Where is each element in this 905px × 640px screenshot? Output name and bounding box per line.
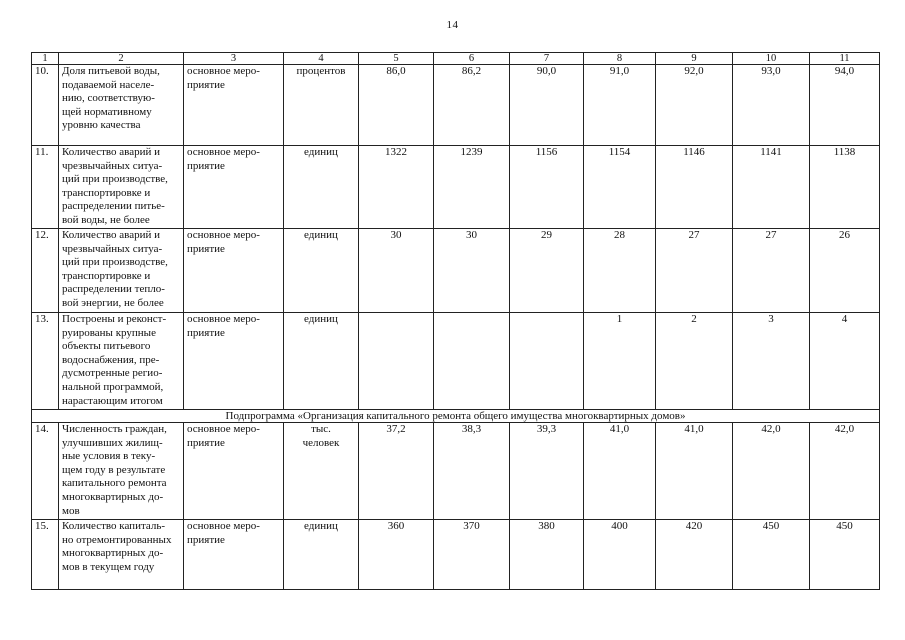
value-cell: 380	[510, 520, 584, 590]
value-cell: 3	[733, 313, 810, 410]
unit-cell: единиц	[284, 520, 359, 590]
value-cell: 30	[434, 229, 510, 313]
column-number-cell: 5	[359, 53, 434, 65]
column-number-cell: 4	[284, 53, 359, 65]
column-number-cell: 8	[584, 53, 656, 65]
value-cell: 27	[656, 229, 733, 313]
value-cell: 29	[510, 229, 584, 313]
value-cell: 30	[359, 229, 434, 313]
indicator-name-cell: Количество капиталь- но отремонтированных многоквартирных до- мов в текущем году	[59, 520, 184, 590]
indicators-table	[31, 52, 880, 590]
event-type-cell: основное меро- приятие	[184, 520, 284, 590]
value-cell: 90,0	[510, 65, 584, 146]
column-number-row	[32, 53, 880, 65]
value-cell: 94,0	[810, 65, 880, 146]
value-cell: 1	[584, 313, 656, 410]
value-cell: 37,2	[359, 423, 434, 520]
value-cell: 86,0	[359, 65, 434, 146]
row-number-cell: 12.	[32, 229, 59, 313]
value-cell: 1154	[584, 146, 656, 229]
value-cell: 93,0	[733, 65, 810, 146]
unit-cell: единиц	[284, 146, 359, 229]
value-cell: 41,0	[656, 423, 733, 520]
value-cell: 1156	[510, 146, 584, 229]
row-number-cell: 14.	[32, 423, 59, 520]
indicator-name-cell: Построены и реконст- руированы крупные объекты питьевого водоснабжения, пре- дусмотренные регио- нальной программой, нарастающим итогом	[59, 313, 184, 410]
table-row	[32, 313, 880, 410]
event-type-cell: основное меро- приятие	[184, 313, 284, 410]
value-cell: 450	[810, 520, 880, 590]
column-number-cell: 6	[434, 53, 510, 65]
value-cell: 28	[584, 229, 656, 313]
column-number-cell: 3	[184, 53, 284, 65]
column-number-cell: 1	[32, 53, 59, 65]
column-number-cell: 7	[510, 53, 584, 65]
value-cell: 41,0	[584, 423, 656, 520]
value-cell: 26	[810, 229, 880, 313]
value-cell	[359, 313, 434, 410]
indicator-name-cell: Количество аварий и чрезвычайных ситуа- ций при производстве, транспортировке и распределении тепло- вой энергии, не более	[59, 229, 184, 313]
value-cell: 1239	[434, 146, 510, 229]
table-row	[32, 146, 880, 229]
value-cell: 4	[810, 313, 880, 410]
value-cell: 39,3	[510, 423, 584, 520]
table-row	[32, 520, 880, 590]
unit-cell: процентов	[284, 65, 359, 146]
column-number-cell: 9	[656, 53, 733, 65]
column-number-cell: 11	[810, 53, 880, 65]
row-number-cell: 15.	[32, 520, 59, 590]
value-cell: 420	[656, 520, 733, 590]
column-number-cell: 10	[733, 53, 810, 65]
value-cell: 1138	[810, 146, 880, 229]
value-cell: 1141	[733, 146, 810, 229]
value-cell: 92,0	[656, 65, 733, 146]
value-cell	[510, 313, 584, 410]
indicator-name-cell: Количество аварий и чрезвычайных ситуа- ций при производстве, транспортировке и распределении питье- вой воды, не более	[59, 146, 184, 229]
value-cell: 450	[733, 520, 810, 590]
value-cell: 400	[584, 520, 656, 590]
row-number-cell: 10.	[32, 65, 59, 146]
table-row	[32, 423, 880, 520]
page-number: 14	[446, 19, 459, 31]
row-number-cell: 13.	[32, 313, 59, 410]
subprogram-title: Подпрограмма «Организация капитального ремонта общего имущества многоквартирных домов»	[32, 410, 880, 423]
unit-cell: единиц	[284, 229, 359, 313]
event-type-cell: основное меро- приятие	[184, 65, 284, 146]
value-cell: 2	[656, 313, 733, 410]
value-cell: 360	[359, 520, 434, 590]
indicator-name-cell: Численность граждан, улучшивших жилищ- ные условия в теку- щем году в результате капитального ремонта многоквартирных до- мов	[59, 423, 184, 520]
column-number-cell: 2	[59, 53, 184, 65]
unit-cell: тыс. человек	[284, 423, 359, 520]
event-type-cell: основное меро- приятие	[184, 146, 284, 229]
value-cell	[434, 313, 510, 410]
value-cell: 38,3	[434, 423, 510, 520]
value-cell: 370	[434, 520, 510, 590]
value-cell: 91,0	[584, 65, 656, 146]
event-type-cell: основное меро- приятие	[184, 423, 284, 520]
value-cell: 42,0	[810, 423, 880, 520]
value-cell: 1322	[359, 146, 434, 229]
unit-cell: единиц	[284, 313, 359, 410]
value-cell: 1146	[656, 146, 733, 229]
event-type-cell: основное меро- приятие	[184, 229, 284, 313]
value-cell: 27	[733, 229, 810, 313]
indicator-name-cell: Доля питьевой воды, подаваемой населе- нию, соответствую- щей нормативному уровню качества	[59, 65, 184, 146]
table-row	[32, 229, 880, 313]
value-cell: 86,2	[434, 65, 510, 146]
table-row	[32, 65, 880, 146]
subprogram-row	[32, 410, 880, 423]
value-cell: 42,0	[733, 423, 810, 520]
row-number-cell: 11.	[32, 146, 59, 229]
